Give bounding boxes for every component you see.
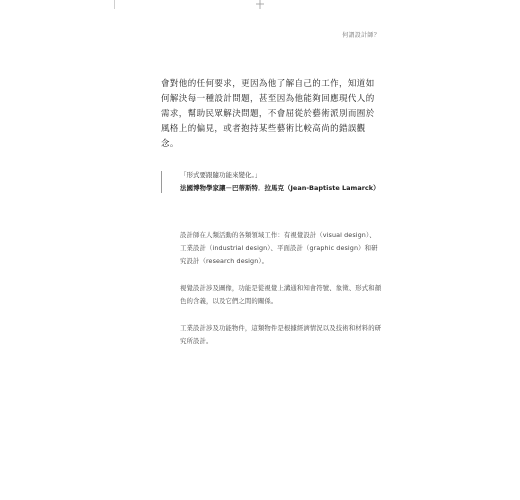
intro-paragraph: 會對他的任何要求，更因為他了解自己的工作，知道如何解決每一種設計問題，甚至因為他能夠回應現代人的需求，幫助民眾解決問題，不會屈從於藝術派別而囿於風格上的偏見，或者抱持某些藝術比較高尚的錯誤觀念。 [161,79,375,149]
running-head: 何謂設計師？ [342,32,380,39]
quote-rule [161,171,162,193]
quote-text: 「形式要跟隨功能來變化。」 [180,171,262,179]
crop-mark-icon [253,0,267,9]
body-paragraph: 視覺設計涉及圖像，功能是從視覺上溝通和知會符號、象徵、形式和顏色的含義，以及它們之間的關係。 [180,284,382,306]
page-edge-line [114,0,115,9]
quote-attribution: 法國博物學家讓－巴蒂斯特．拉馬克（Jean-Baptiste Lamarck） [180,184,380,192]
body-paragraph: 工業設計涉及功能物件，這類物件是根據經濟情況以及技術和材料的研究所設計。 [180,324,382,346]
body-paragraph: 設計師在人類活動的各類領域工作：有視覺設計（visual design）、工業設計（industrial design）、平面設計（graphic design）和研究設計（research design）。 [180,231,378,266]
